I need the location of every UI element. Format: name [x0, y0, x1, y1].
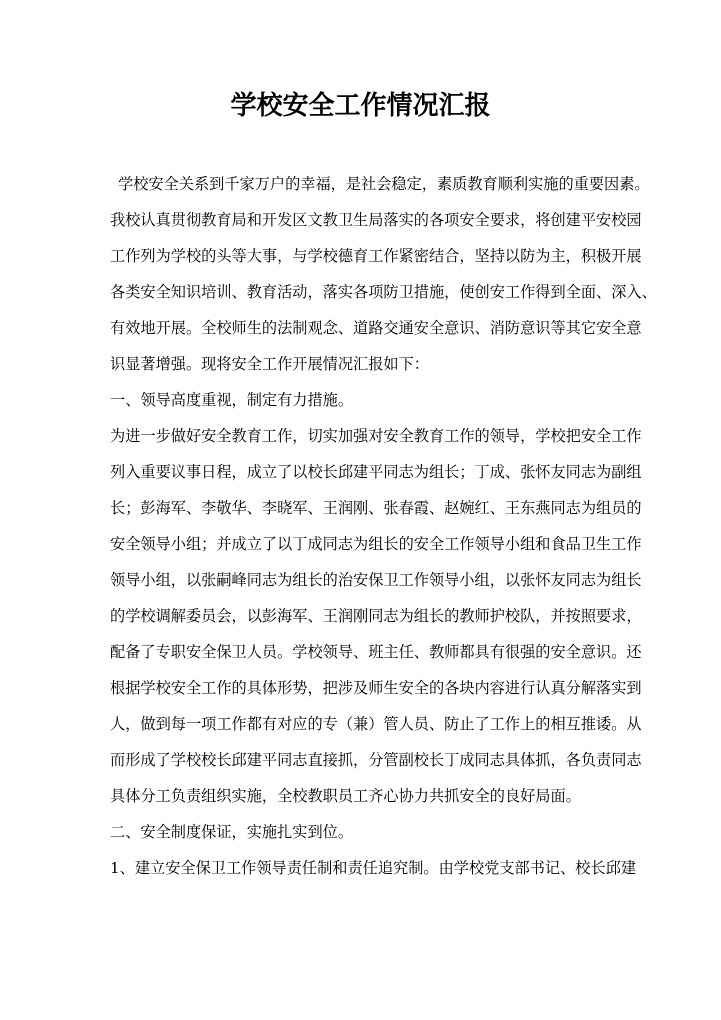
paragraph-line: 列入重要议事日程，成立了以校长邱建平同志为组长；丁成、张怀友同志为副组 [110, 463, 642, 481]
paragraph-line: 工作列为学校的头等大事，与学校德育工作紧密结合，坚持以防为主，积极开展 [110, 247, 642, 265]
section-heading: 二、安全制度保证，实施扎实到位。 [110, 823, 353, 841]
section-heading: 一、领导高度重视，制定有力措施。 [110, 391, 353, 409]
paragraph-line: 各类安全知识培训、教育活动，落实各项防卫措施，使创安工作得到全面、深入、 [110, 283, 657, 301]
paragraph-line: 领导小组，以张嗣峰同志为组长的治安保卫工作领导小组，以张怀友同志为组长 [110, 571, 642, 589]
paragraph-line: 有效地开展。全校师生的法制观念、道路交通安全意识、消防意识等其它安全意 [110, 319, 642, 337]
paragraph-line: 人，做到每一项工作都有对应的专（兼）管人员、防止了工作上的相互推诿。从 [110, 715, 642, 733]
paragraph-line: 识显著增强。现将安全工作开展情况汇报如下： [110, 355, 429, 373]
paragraph-line: 配备了专职安全保卫人员。学校领导、班主任、教师都具有很强的安全意识。还 [110, 643, 642, 661]
paragraph-line: 学校安全关系到千家万户的幸福，是社会稳定，素质教育顺利实施的重要因素。 [118, 175, 650, 193]
paragraph-line: 为进一步做好安全教育工作，切实加强对安全教育工作的领导，学校把安全工作 [110, 427, 642, 445]
paragraph-line: 1、建立安全保卫工作领导责任制和责任追究制。由学校党支部书记、校长邱建 [110, 859, 637, 877]
paragraph-line: 根据学校安全工作的具体形势，把涉及师生安全的各块内容进行认真分解落实到 [110, 679, 642, 697]
document-body [110, 172, 657, 892]
document-title: 学校安全工作情况汇报 [230, 91, 491, 121]
paragraph-line: 而形成了学校校长邱建平同志直接抓，分管副校长丁成同志具体抓，各负责同志 [110, 751, 642, 769]
paragraph-line: 的学校调解委员会，以彭海军、王润刚同志为组长的教师护校队，并按照要求， [110, 607, 642, 625]
paragraph-line: 具体分工负责组织实施，全校教职员工齐心协力共抓安全的良好局面。 [110, 787, 581, 805]
paragraph-line: 我校认真贯彻教育局和开发区文教卫生局落实的各项安全要求，将创建平安校园 [110, 211, 642, 229]
paragraph-line: 长；彭海军、李敬华、李晓军、王润刚、张春霞、赵婉红、王东燕同志为组员的 [110, 499, 642, 517]
paragraph-line: 安全领导小组；并成立了以丁成同志为组长的安全工作领导小组和食品卫生工作 [110, 535, 642, 553]
